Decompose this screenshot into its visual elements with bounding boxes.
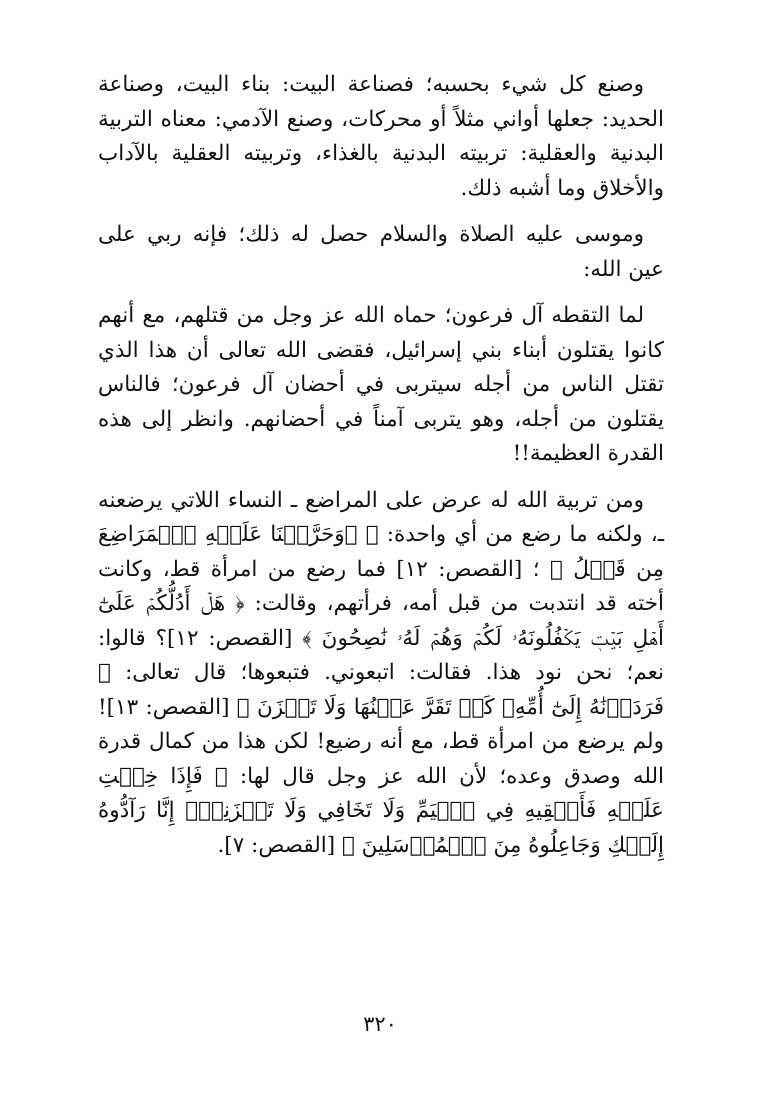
paragraph-1: وصنع كل شيء بحسبه؛ فصناعة البيت: بناء البيت، وصناعة الحديد: جعلها أواني مثلاً أو محركات، وصنع الآدمي: معناه التربية البدنية والعقلية: تربيته البدنية بالغذاء، وتربيته العقلية بالآداب والأخلاق وما أشبه ذلك.	[98, 72, 664, 201]
paragraph-3: لما التقطه آل فرعون؛ حماه الله عز وجل من قتلهم، مع أنهم كانوا يقتلون أبناء بني إسرائيل، فقضى الله تعالى أن هذا الذي تقتل الناس من أجله سيتربى في أحضان آل فرعون؛ فالناس يقتلون من أجله، وهو يتربى آمناً في أحضانهم. وانظر إلى هذه القدرة العظيمة!!	[98, 303, 664, 466]
page-number: ٣٢٠	[363, 1012, 397, 1036]
page-body	[98, 68, 664, 875]
paragraph-4: ومن تربية الله له عرض على المراضع ـ النساء اللاتي يرضعنه ـ، ولكنه ما رضع من أي واحدة: ﴿ ۞وَحَرَّمۡنَا عَلَيۡهِ ٱلۡمَرَاضِعَ مِن قَبۡلُ ﴾ ؛ [القصص: ١٢] فما رضع من امرأة قط، وكانت أخته قد انتدبت من قبل أمه، فرأتهم، وقالت: ﴿ هَلۡ أَدُلُّكُمۡ عَلَىٰٓ أَهۡلِ بَيۡتٖ يَكۡفُلُونَهُۥ لَكُمۡ وَهُمۡ لَهُۥ نَٰصِحُونَ ﴾ [القصص: ١٢]؟ قالوا: نعم؛ نحن نود هذا. فقالت: اتبعوني. فتبعوها؛ قال تعالى: ﴿ فَرَدَدۡنَٰهُ إِلَىٰٓ أُمِّهِۦ كَيۡ تَقَرَّ عَيۡنُهَا وَلَا تَحۡزَنَ ﴾ [القصص: ١٣]! ولم يرضع من امرأة قط، مع أنه رضيع! لكن هذا من كمال قدرة الله وصدق وعده؛ لأن الله عز وجل قال لها: ﴿ فَإِذَا خِفۡتِ عَلَيۡهِ فَأَلۡقِيهِ فِي ٱلۡيَمِّ وَلَا تَخَافِي وَلَا تَحۡزَنِيٓۖ إِنَّا رَآدُّوهُ إِلَيۡكِ وَجَاعِلُوهُ مِنَ ٱلۡمُرۡسَلِينَ ﴾ [القصص: ٧].	[98, 487, 665, 858]
paragraph-2: وموسى عليه الصلاة والسلام حصل له ذلك؛ فإنه ربي على عين الله:	[98, 222, 664, 282]
